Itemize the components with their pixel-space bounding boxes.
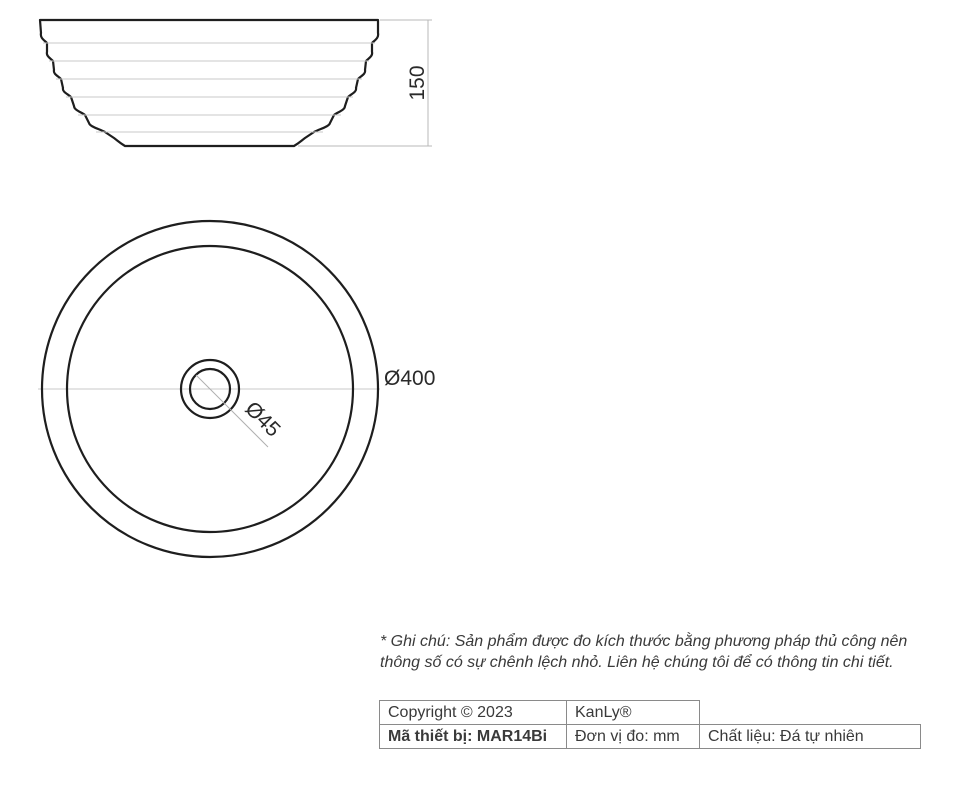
drain-diameter-label: Ø45 — [240, 397, 285, 442]
material-cell: Chất liệu: Đá tự nhiên — [700, 725, 921, 749]
spec-row-2 — [380, 725, 921, 749]
spec-table — [379, 700, 921, 749]
basin-side-outline — [40, 20, 378, 146]
empty-cell — [700, 701, 921, 725]
outer-diameter-label: Ø400 — [384, 367, 436, 390]
side-view — [40, 20, 432, 146]
spec-row-1 — [380, 701, 921, 725]
groove-lines — [43, 43, 375, 132]
brand-cell: KanLy® — [567, 701, 700, 725]
unit-cell: Đơn vị đo: mm — [567, 725, 700, 749]
model-cell: Mã thiết bị: MAR14Bi — [380, 725, 567, 749]
height-label: 150 — [406, 65, 429, 101]
top-view — [38, 221, 435, 557]
copyright-cell: Copyright © 2023 — [380, 701, 567, 725]
disclaimer-note: * Ghi chú: Sản phẩm được đo kích thước bằng phương pháp thủ công nên thông số có sự chênh lệch nhỏ. Liên hệ chúng tôi để có thông tin chi tiết. — [380, 633, 908, 671]
